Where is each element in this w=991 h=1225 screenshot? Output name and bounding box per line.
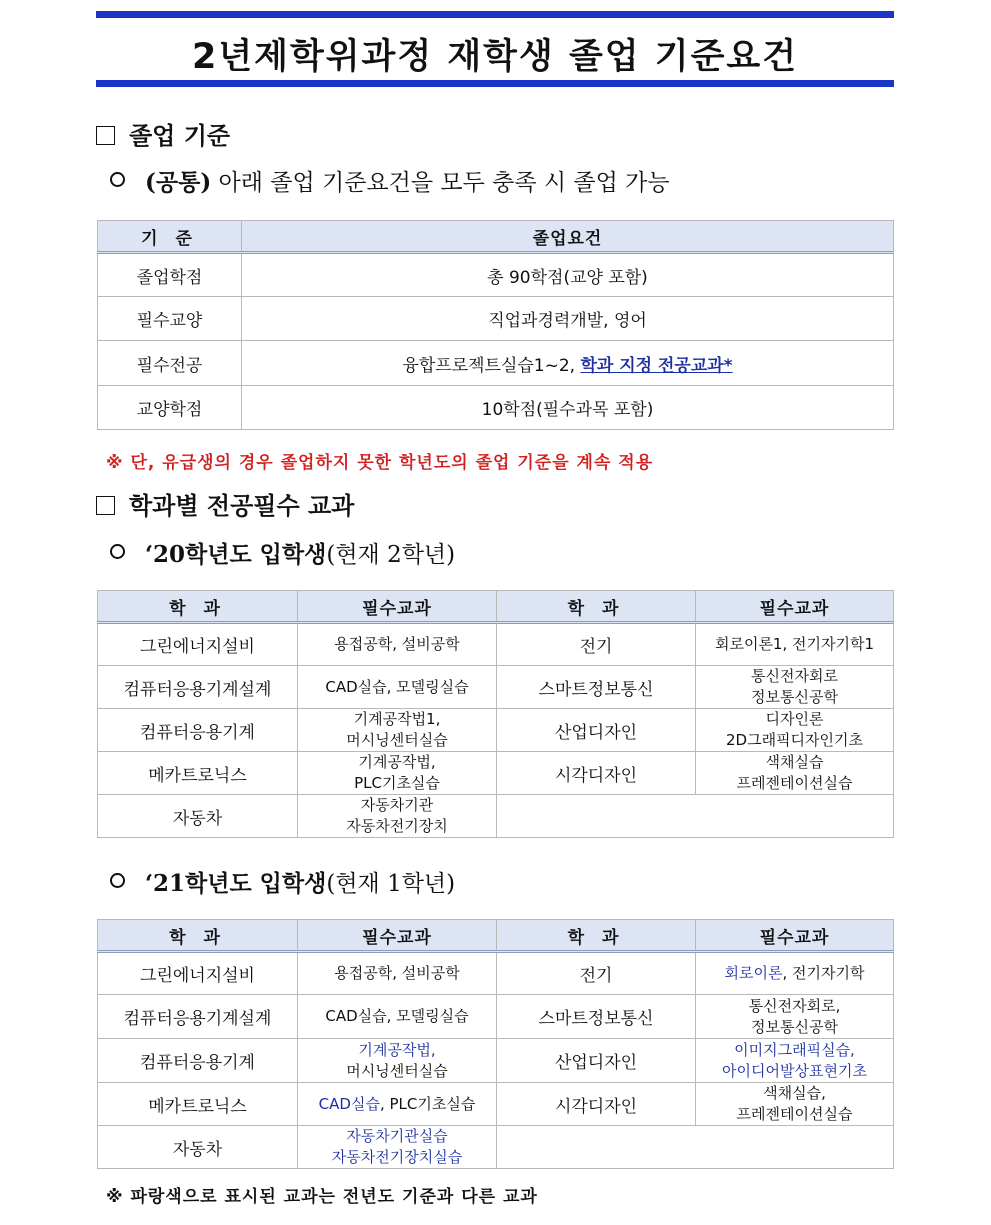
- dept-cell: [98, 666, 298, 709]
- changed-course: 자동차기관실습: [346, 1127, 448, 1145]
- dept-cell: [98, 709, 298, 752]
- course-line: 기계공작법,: [358, 753, 436, 771]
- table-header: 학 과: [497, 591, 696, 623]
- course-cell: [696, 995, 894, 1039]
- course-line: 색채실습,: [763, 1084, 826, 1102]
- subheading-common: [110, 164, 670, 197]
- course-cell: [298, 1083, 497, 1126]
- course-cell: 용접공학, 설비공학: [298, 952, 497, 995]
- course-line: 용접공학, 설비공학: [334, 635, 460, 653]
- criteria-value: [242, 341, 894, 386]
- course-line: 프레젠테이션실습: [736, 774, 853, 792]
- empty-cell: [497, 795, 894, 838]
- course-line: 산업디자인: [554, 722, 638, 743]
- course-cell: CAD실습, 모델링실습: [298, 995, 497, 1039]
- course-cell: [298, 666, 497, 709]
- course-line: 색채실습: [765, 753, 824, 771]
- title-top-rule: [96, 11, 894, 18]
- course-line: 기계공작법1,: [353, 710, 441, 728]
- dept-cell: 컴퓨터응용기계설계: [98, 995, 298, 1039]
- table-header: 학 과: [497, 920, 696, 952]
- course-cell: [298, 1126, 497, 1169]
- course-line: 통신전자회로,: [748, 996, 841, 1015]
- changed-course: 기계공작법,: [358, 1040, 436, 1059]
- title-bottom-rule: [96, 80, 894, 87]
- course-line: 시각디자인: [554, 765, 638, 786]
- square-bullet-icon: [96, 496, 115, 515]
- course-line: 정보통신공학: [751, 688, 838, 706]
- dept-cell: 메카트로닉스: [98, 1083, 298, 1126]
- subheading-prefix: (공통): [145, 169, 212, 196]
- subheading-prefix: ‘20학년도 입학생: [145, 541, 327, 568]
- criteria-value: 총 90학점(교양 포함): [242, 253, 894, 297]
- dept-cell: [497, 752, 696, 795]
- section-heading-required: [96, 486, 354, 521]
- graduation-criteria-table: [97, 220, 894, 430]
- table-row: [98, 297, 894, 341]
- changed-course: CAD실습: [318, 1094, 380, 1113]
- changed-course: 회로이론: [724, 964, 783, 982]
- title-band: [96, 11, 894, 87]
- table-row: [98, 1039, 894, 1083]
- dept-cell: [497, 709, 696, 752]
- table-row: [98, 341, 894, 386]
- empty-cell: [497, 1126, 894, 1169]
- course-line: 디자인론: [765, 710, 824, 728]
- course-line: 전기: [579, 637, 613, 657]
- course-cell: [696, 709, 894, 752]
- dept-cell: [98, 623, 298, 666]
- table-row: [98, 623, 894, 666]
- repeat-student-note: ※ 단, 유급생의 경우 졸업하지 못한 학년도의 졸업 기준을 계속 적용: [106, 453, 654, 473]
- changed-course: 자동차전기장치실습: [331, 1148, 463, 1166]
- subheading-text: 아래 졸업 기준요건을 모두 충족 시 졸업 가능: [211, 170, 670, 196]
- criteria-value-text: 융합프로젝트실습1~2,: [402, 355, 581, 376]
- table-header: 학 과: [98, 591, 298, 623]
- table-header: 필수교과: [696, 591, 894, 623]
- course-cell: [696, 666, 894, 709]
- changed-course: 아이디어발상표현기초: [722, 1061, 867, 1080]
- dept-cell: [497, 623, 696, 666]
- circle-bullet-icon: [110, 544, 125, 559]
- criteria-value: 직업과경력개발, 영어: [242, 297, 894, 341]
- dept-cell: 시각디자인: [497, 1083, 696, 1126]
- course-cell: [696, 1039, 894, 1083]
- course-line: 통신전자회로: [751, 667, 838, 685]
- subheading-prefix: ‘21학년도 입학생: [145, 870, 327, 897]
- course-text: , PLC기초실습: [379, 1094, 476, 1113]
- course-cell: [298, 623, 497, 666]
- criteria-label: 필수전공: [98, 341, 242, 386]
- table-header: 학 과: [98, 920, 298, 952]
- criteria-label: 졸업학점: [98, 253, 242, 297]
- dept-cell: 산업디자인: [497, 1039, 696, 1083]
- table-header: 필수교과: [696, 920, 894, 952]
- course-line: 자동차: [172, 808, 223, 829]
- table-header: 기 준: [98, 221, 242, 253]
- table-header: 필수교과: [298, 920, 497, 952]
- course-line: 스마트정보통신: [538, 679, 654, 700]
- course-line: 컴퓨터응용기계설계: [123, 679, 272, 700]
- square-bullet-icon: [96, 126, 115, 145]
- table-row: [98, 666, 894, 709]
- dept-cell: [98, 752, 298, 795]
- subheading-text: (현재 1학년): [326, 871, 456, 897]
- course-line: 머시닝센터실습: [346, 731, 448, 749]
- course-line: CAD실습, 모델링실습: [325, 677, 469, 696]
- required-courses-2020-table: [97, 590, 894, 838]
- table-header: 졸업요건: [242, 221, 894, 253]
- course-cell: [298, 752, 497, 795]
- dept-major-link[interactable]: 학과 지정 전공교과*: [580, 355, 733, 376]
- criteria-label: 교양학점: [98, 386, 242, 430]
- subheading-2020: [110, 536, 455, 569]
- course-line: 프레젠테이션실습: [736, 1105, 853, 1123]
- table-row: [98, 253, 894, 297]
- course-cell: [696, 752, 894, 795]
- table-row: [98, 795, 894, 838]
- table-header: 필수교과: [298, 591, 497, 623]
- circle-bullet-icon: [110, 873, 125, 888]
- section-heading-text: 학과별 전공필수 교과: [129, 492, 355, 520]
- required-courses-2021-table: [97, 919, 894, 1169]
- dept-cell: 컴퓨터응용기계: [98, 1039, 298, 1083]
- dept-cell: 전기: [497, 952, 696, 995]
- blue-course-note: ※ 파랑색으로 표시된 교과는 전년도 기준과 다른 교과: [106, 1187, 538, 1207]
- subheading-2021: [110, 865, 455, 898]
- dept-cell: 그린에너지설비: [98, 952, 298, 995]
- dept-cell: [98, 795, 298, 838]
- table-row: [98, 1126, 894, 1169]
- dept-cell: [497, 666, 696, 709]
- dept-cell: 스마트정보통신: [497, 995, 696, 1039]
- criteria-value: 10학점(필수과목 포함): [242, 386, 894, 430]
- changed-course: 이미지그래픽실습,: [734, 1040, 855, 1059]
- table-row: [98, 386, 894, 430]
- course-cell: [696, 623, 894, 666]
- course-line: PLC기초실습: [354, 774, 440, 792]
- dept-cell: 자동차: [98, 1126, 298, 1169]
- criteria-label: 필수교양: [98, 297, 242, 341]
- course-line: 자동차전기장치: [346, 817, 448, 835]
- course-line: 그린에너지설비: [140, 637, 255, 657]
- table-row: [98, 752, 894, 795]
- subheading-text: (현재 2학년): [326, 542, 456, 568]
- course-line: 컴퓨터응용기계: [140, 722, 255, 743]
- course-cell: [298, 709, 497, 752]
- course-cell: [696, 1083, 894, 1126]
- section-heading-graduation: [96, 116, 230, 151]
- course-line: 머시닝센터실습: [346, 1061, 448, 1080]
- table-row: [98, 952, 894, 995]
- course-line: 자동차기관: [360, 796, 434, 814]
- table-row: [98, 709, 894, 752]
- course-cell: [696, 952, 894, 995]
- table-row: [98, 1083, 894, 1126]
- course-line: 정보통신공학: [751, 1017, 838, 1036]
- course-line: 메카트로닉스: [148, 765, 247, 786]
- course-cell: [298, 1039, 497, 1083]
- page-title: 2년제학위과정 재학생 졸업 기준요건: [191, 37, 799, 77]
- course-cell: [298, 795, 497, 838]
- course-line: 회로이론1, 전기자기학1: [714, 635, 875, 653]
- section-heading-text: 졸업 기준: [129, 122, 231, 150]
- course-text: , 전기자기학: [782, 964, 865, 982]
- circle-bullet-icon: [110, 172, 125, 187]
- course-line: 2D그래픽디자인기초: [725, 731, 863, 749]
- table-row: [98, 995, 894, 1039]
